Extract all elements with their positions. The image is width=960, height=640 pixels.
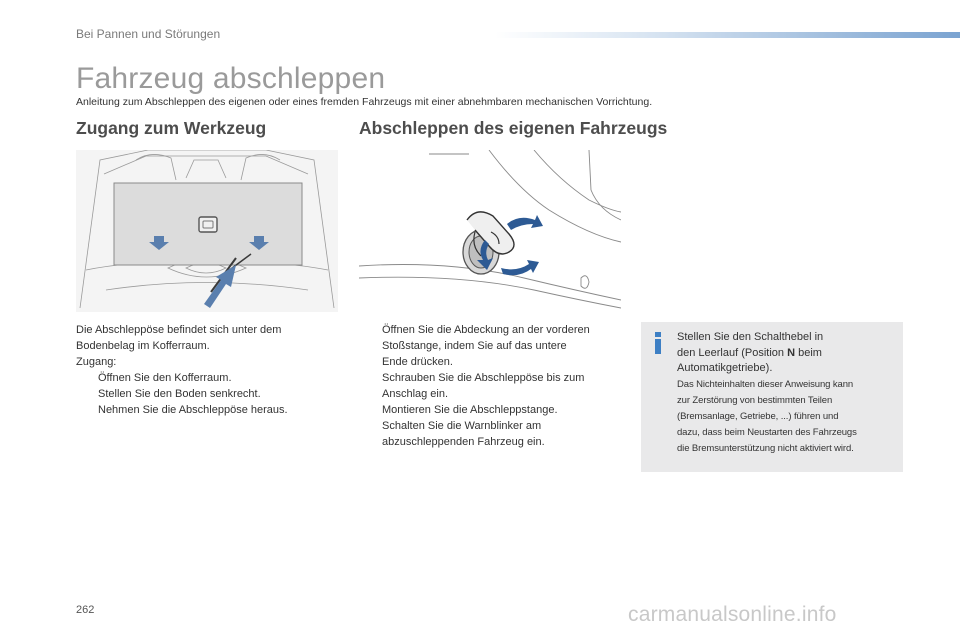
list-item: Stellen Sie den Boden senkrecht. — [98, 388, 261, 400]
watermark: carmanualsonline.info — [628, 603, 837, 626]
page-number: 262 — [76, 604, 95, 616]
list-item: Nehmen Sie die Abschleppöse heraus. — [98, 404, 288, 416]
info-warning-note: Das Nichteinhalten dieser Anweisung kann zur Zerstörung von bestimmten Teilen (Bremsanlage, Getriebe, ...) führen und dazu, dass beim Neustarten des Fahrzeugs die Bremsunterstützung nicht aktiviert wird. — [677, 379, 857, 454]
header-accent-bar — [495, 32, 960, 38]
info-main-text: Stellen Sie den Schalthebel in den Leerlauf (Position N beim Automatikgetriebe). — [677, 331, 824, 374]
page-subtitle: Anleitung zum Abschleppen des eigenen oder eines fremden Fahrzeugs mit einer abnehmbaren mechanischen Vorrichtung. — [76, 96, 653, 108]
list-item: Öffnen Sie den Kofferraum. — [98, 372, 232, 384]
list-item: Schrauben Sie die Abschleppöse bis zum Anschlag ein. — [382, 372, 585, 400]
intro-line: Bodenbelag im Kofferraum. — [76, 340, 210, 352]
list-item: Schalten Sie die Warnblinker am abzuschleppenden Fahrzeug ein. — [382, 420, 545, 448]
list-item: Montieren Sie die Abschleppstange. — [382, 404, 558, 416]
tow-steps-text — [360, 322, 620, 450]
info-box — [641, 322, 903, 472]
access-label: Zugang: — [76, 356, 117, 368]
trunk-illustration — [76, 150, 338, 312]
list-item: Öffnen Sie die Abdeckung an der vorderen Stoßstange, indem Sie auf das untere Ende drücken. — [382, 324, 590, 368]
neutral-position-label: N — [787, 346, 796, 359]
heading-tool-access: Zugang zum Werkzeug — [76, 118, 267, 138]
heading-tow-own-vehicle: Abschleppen des eigenen Fahrzeugs — [359, 118, 668, 138]
info-icon — [652, 332, 664, 354]
page-title: Fahrzeug abschleppen — [76, 62, 386, 95]
tool-access-text — [76, 322, 341, 418]
intro-line: Die Abschleppöse befindet sich unter dem — [76, 324, 282, 336]
chapter-title: Bei Pannen und Störungen — [76, 27, 221, 41]
tow-eye-illustration — [359, 150, 621, 312]
